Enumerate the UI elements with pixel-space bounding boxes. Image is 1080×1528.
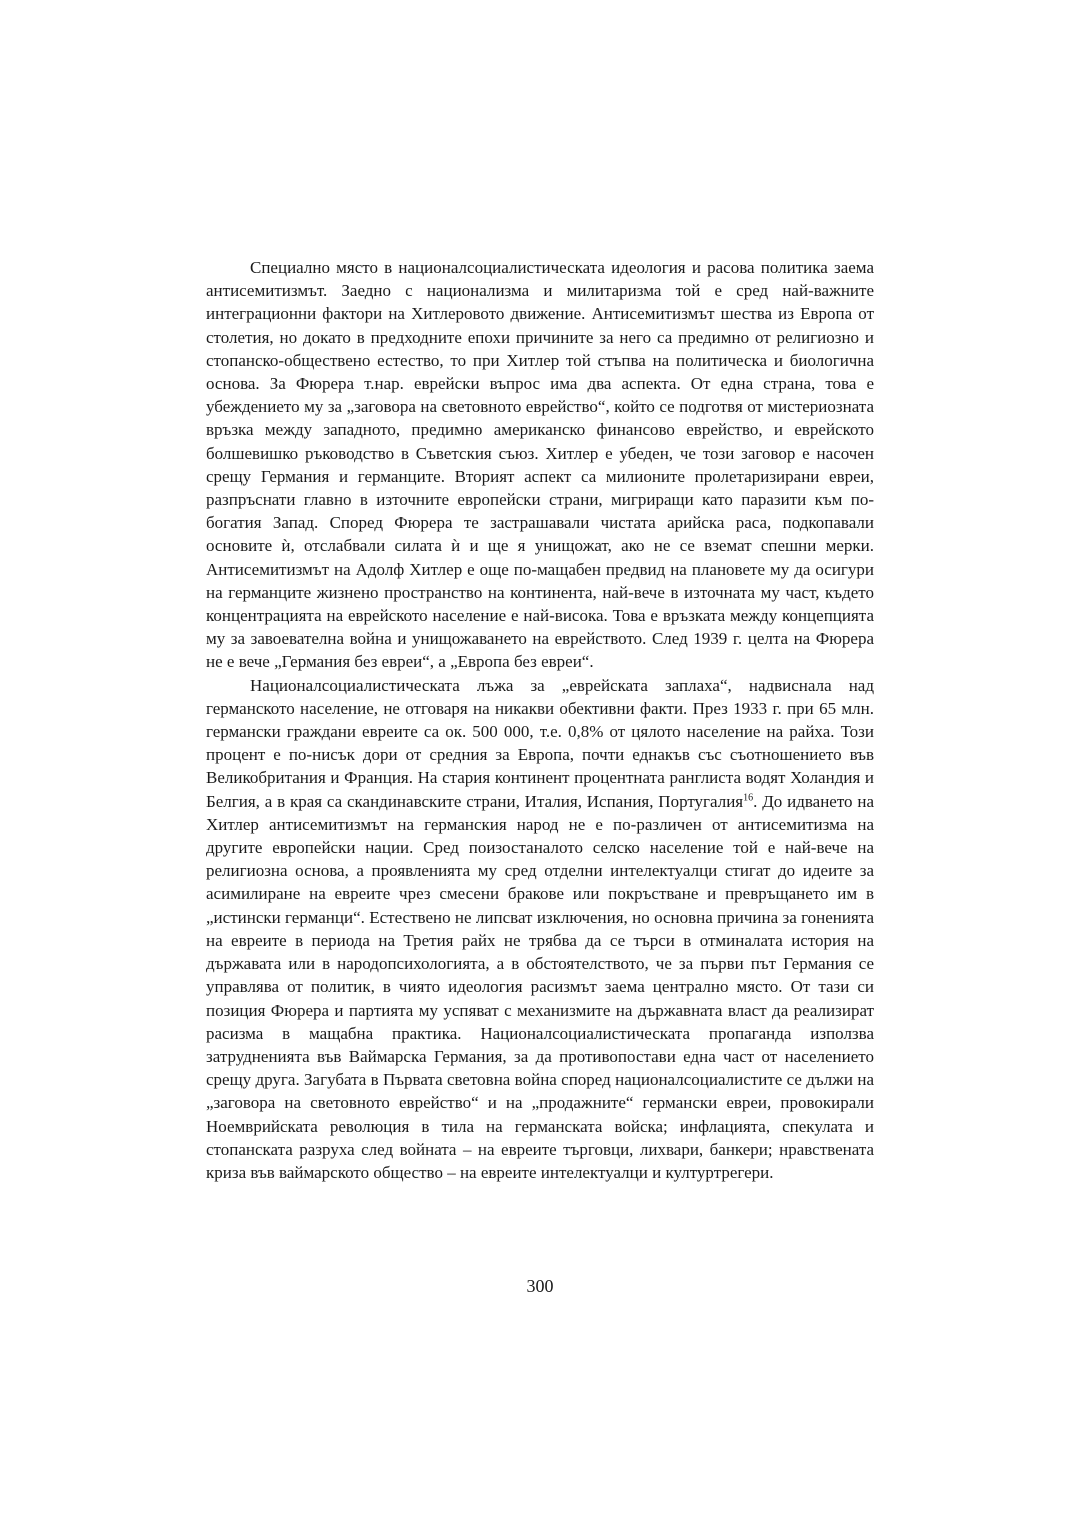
body-text (206, 256, 874, 1184)
paragraph-jewish-threat-lie (206, 674, 874, 1184)
paragraph-antisemitism-ideology (206, 256, 874, 674)
footnote-reference: 16 (743, 792, 754, 804)
paragraph-2-text-start: Националсоциалистическата лъжа за „еврейската заплаха“, надвиснала над германското население, не отговаря на никакви обективни факти. През 1933 г. при 65 млн. германски граждани евреите са ок. 500 000, т.е. 0,8% от цялото население на райха. Този процент е по-нисък дори от средния за Европа, почти еднакъв със съотношението във Великобритания и Франция. На стария континент процентната ранглиста водят Холандия и Белгия, а в края са скандинавските страни, Италия, Испания, Португалия (206, 675, 874, 811)
paragraph-2-text-end: . До идването на Хитлер антисемитизмът на германския народ не е по-различен от антисемитизма на другите европейски нации. Сред поизостаналото селско население той е най-вече на религиозна основа, а проявленията му сред отделни интелектуалци стигат до идеите за асимилиране на евреите чрез смесени бракове или покръстване и превръщането им в „истински германци“. Естествено не липсват изключения, но основна причина за гоненията на евреите в периода на Третия райх не трябва да се търси в отминалата история на държавата или в народопсихологията, а в обстоятелството, че за първи път Германия се управлява от политик, в чиято идеология расизмът заема централно място. От тази си позиция Фюрера и партията му успяват с механизмите на държавната власт да реализират расизма в мащабна практика. Националсоциалистическата пропаганда използва затрудненията във Ваймарска Германия, за да противопостави една част от населението срещу друга. Загубата в Първата световна война според националсоциалистите се дължи на „заговора на световното еврейство“ и на „продажните“ германски евреи, провокирали Ноемврийската революция в тила на германската войска; инфлацията, спекулата и стопанската разруха след войната – на евреите търговци, лихвари, банкери; нравствената криза във ваймарското общество – на евреите интелектуалци и културтрегери. (206, 791, 874, 1182)
paragraph-1-text: Специално място в националсоциалистическата идеология и расова политика заема антисемитизмът. Заедно с национализма и милитаризма той е сред най-важните интеграционни фактори на Хитлеровото движение. Антисемитизмът шества из Европа от столетия, но докато в предходните епохи причините за него са предимно от религиозно и стопанско-обществено естество, то при Хитлер той стъпва на политическа и биологична основа. За Фюрера т.нар. еврейски въпрос има два аспекта. От една страна, това е убеждението му за „заговора на световното еврейство“, който се подготвя от мистериозната връзка между западното, предимно американско финансово еврейство, и еврейското болшевишко ръководство в Съветския съюз. Хитлер е убеден, че този заговор е насочен срещу Германия и германците. Вторият аспект са милионите пролетаризирани евреи, разпръснати главно в източните европейски страни, мигриращи като паразити към по-богатия Запад. Според Фюрера те застрашавали чистата арийска раса, подкопавали основите ѝ, отслабвали силата ѝ и ще я унищожат, ако не се вземат спешни мерки. Антисемитизмът на Адолф Хитлер е още по-мащабен предвид на плановете му да осигури на германците жизнено пространство на континента, най-вече в източната му част, където концентрацията на еврейското население е най-висока. Това е връзката между концепцията му за завоевателна война и унищожаването на еврейството. След 1939 г. целта на Фюрера не е вече „Германия без евреи“, а „Европа без евреи“. (206, 258, 874, 672)
page-number: 300 (526, 1276, 554, 1296)
